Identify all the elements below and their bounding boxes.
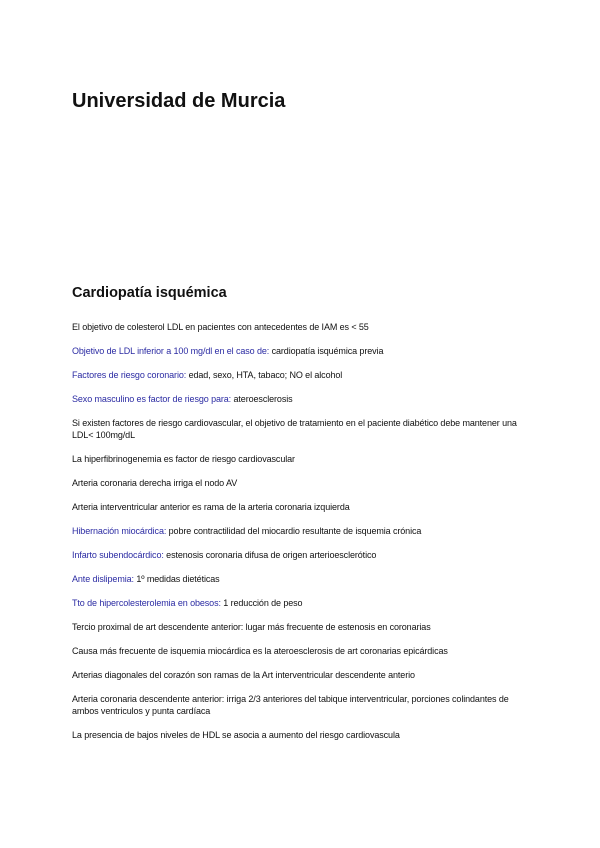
note-label: Sexo masculino es factor de riesgo para: xyxy=(72,394,232,404)
note-item xyxy=(72,453,532,465)
note-text: Causa más frecuente de isquemia miocárdica es la ateroesclerosis de art coronarias epicárdicas xyxy=(72,646,448,656)
note-label: Factores de riesgo coronario: xyxy=(72,370,187,380)
note-item xyxy=(72,525,532,537)
note-item xyxy=(72,645,532,657)
note-text: cardiopatía isquémica previa xyxy=(269,346,384,356)
note-item xyxy=(72,369,532,381)
note-text: ateroesclerosis xyxy=(231,394,293,404)
note-item xyxy=(72,693,532,717)
note-text: El objetivo de colesterol LDL en pacientes con antecedentes de IAM es < 55 xyxy=(72,322,369,332)
note-item xyxy=(72,573,532,585)
note-text: La presencia de bajos niveles de HDL se asocia a aumento del riesgo cardiovascula xyxy=(72,730,400,740)
note-text: Tercio proximal de art descendente anterior: lugar más frecuente de estenosis en coronarias xyxy=(72,622,431,632)
note-item xyxy=(72,729,532,741)
note-text: 1 reducción de peso xyxy=(220,598,303,608)
note-label: Hibernación miocárdica: xyxy=(72,526,167,536)
note-item xyxy=(72,549,532,561)
note-label: Tto de hipercolesterolemia en obesos: xyxy=(72,598,221,608)
note-text: estenosis coronaria difusa de origen arterioesclerótico xyxy=(163,550,377,560)
note-text: La hiperfibrinogenemia es factor de riesgo cardiovascular xyxy=(72,454,295,464)
document-title: Universidad de Murcia xyxy=(72,90,286,112)
note-text: Arteria coronaria derecha irriga el nodo AV xyxy=(72,478,238,488)
note-item xyxy=(72,501,532,513)
note-item xyxy=(72,417,532,441)
note-item xyxy=(72,477,532,489)
note-text: pobre contractilidad del miocardio resultante de isquemia crónica xyxy=(166,526,422,536)
note-item xyxy=(72,621,532,633)
note-list xyxy=(72,321,532,753)
note-text: Si existen factores de riesgo cardiovascular, el objetivo de tratamiento en el paciente diabético debe mantener una LDL< 100mg/dL xyxy=(72,418,517,440)
section-heading: Cardiopatía isquémica xyxy=(72,285,227,301)
note-item xyxy=(72,393,532,405)
note-text: edad, sexo, HTA, tabaco; NO el alcohol xyxy=(186,370,343,380)
note-text: Arteria coronaria descendente anterior: irriga 2/3 anteriores del tabique interventricular, porciones colindantes de ambos ventriculos y punta cardíaca xyxy=(72,694,509,716)
note-item xyxy=(72,345,532,357)
note-item xyxy=(72,669,532,681)
note-item xyxy=(72,321,532,333)
note-text: Arteria interventricular anterior es rama de la arteria coronaria izquierda xyxy=(72,502,350,512)
note-label: Objetivo de LDL inferior a 100 mg/dl en el caso de: xyxy=(72,346,270,356)
note-text: Arterias diagonales del corazón son ramas de la Art interventricular descendente anterio xyxy=(72,670,415,680)
note-text: 1º medidas dietéticas xyxy=(133,574,220,584)
note-label: Ante dislipemia: xyxy=(72,574,134,584)
note-label: Infarto subendocárdico: xyxy=(72,550,164,560)
note-item xyxy=(72,597,532,609)
